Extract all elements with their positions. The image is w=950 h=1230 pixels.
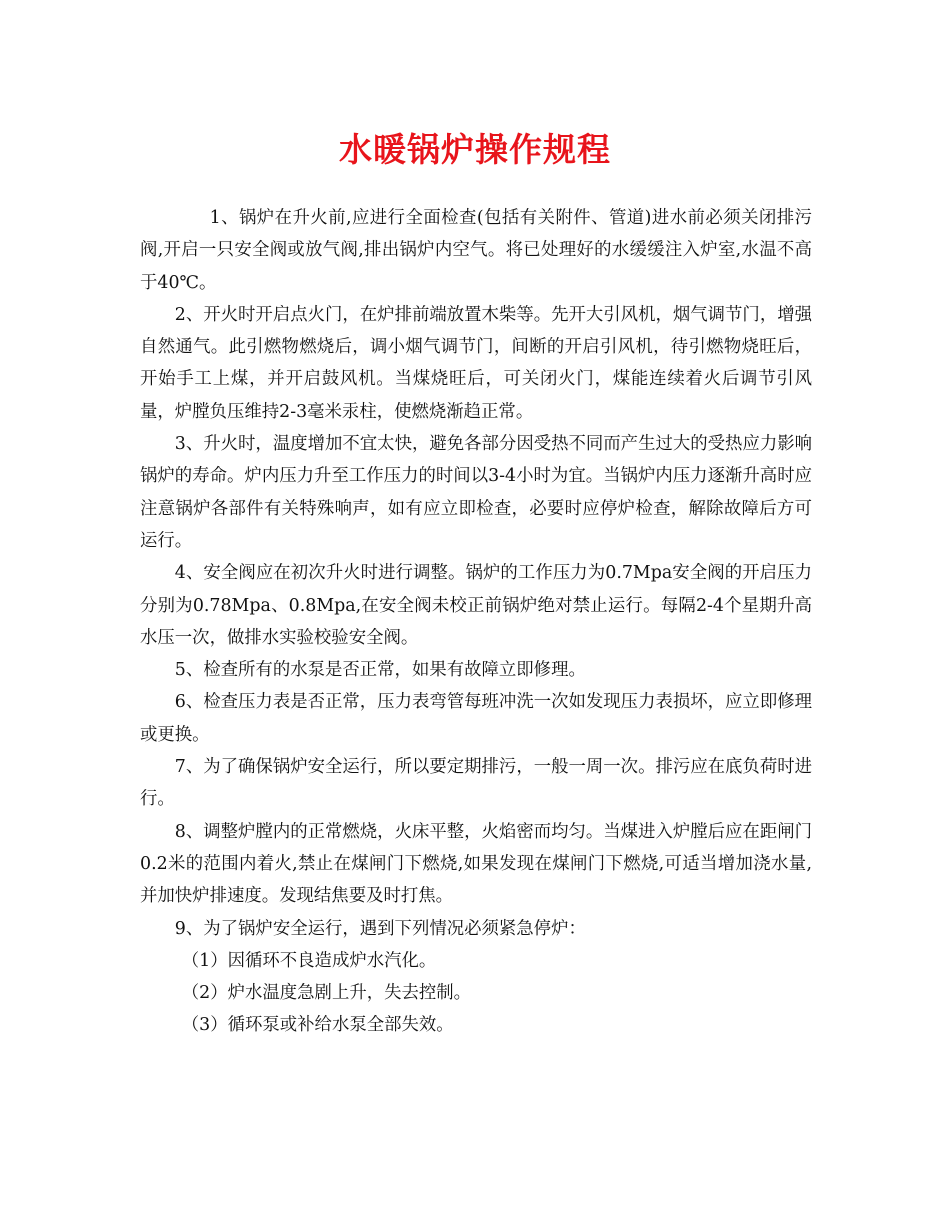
paragraph-6: 6、检查压力表是否正常，压力表弯管每班冲洗一次如发现压力表损坏，应立即修理或更换。 [140,692,812,745]
paragraph-1: 1、锅炉在升火前,应进行全面检查(包括有关附件、管道)进水前必须关闭排污阀,开启一只安全阀或放气阀,排出锅炉内空气。将已处理好的水缓缓注入炉室,水温不高于40℃。 [140,208,812,293]
list-item-1: （1）因循环不良造成炉水汽化。 [181,950,437,971]
paragraph-7: 7、为了确保锅炉安全运行，所以要定期排污，一般一周一次。排污应在底负荷时进行。 [140,757,812,810]
paragraph-4: 4、安全阀应在初次升火时进行调整。锅炉的工作压力为0.7Mpa安全阀的开启压力分别为0.78Mpa、0.8Mpa,在安全阀未校正前锅炉绝对禁止运行。每隔2-4个星期升高水压一次，做排水实验校验安全阀。 [140,563,812,648]
list-item-2: （2）炉水温度急剧上升，失去控制。 [181,983,472,1004]
paragraph-5: 5、检查所有的水泵是否正常，如果有故障立即修理。 [174,660,586,681]
list-item-3: （3）循环泵或补给水泵全部失效。 [181,1015,454,1036]
paragraph-9: 9、为了锅炉安全运行，遇到下列情况必须紧急停炉： [174,918,586,939]
document-body [140,202,812,1042]
document-title: 水暖锅炉操作规程 [339,130,611,169]
paragraph-2: 2、开火时开启点火门，在炉排前端放置木柴等。先开大引风机，烟气调节门，增强自然通气。此引燃物燃烧后，调小烟气调节门，间断的开启引风机，待引燃物烧旺后，开始手工上煤，并开启鼓风机。当煤烧旺后，可关闭火门，煤能连续着火后调节引风量，炉膛负压维持2-3毫米汞柱，使燃烧渐趋正常。 [140,304,812,422]
paragraph-8: 8、调整炉膛内的正常燃烧，火床平整，火焰密而均匀。当煤进入炉膛后应在距闸门0.2米的范围内着火,禁止在煤闸门下燃烧,如果发现在煤闸门下燃烧,可适当增加浇水量,并加快炉排速度。发现结焦要及时打焦。 [140,821,812,907]
paragraph-3: 3、升火时，温度增加不宜太快，避免各部分因受热不同而产生过大的受热应力影响锅炉的寿命。炉内压力升至工作压力的时间以3-4小时为宜。当锅炉内压力逐渐升高时应注意锅炉各部件有关特殊响声，如有应立即检查，必要时应停炉检查，解除故障后方可运行。 [140,434,812,551]
